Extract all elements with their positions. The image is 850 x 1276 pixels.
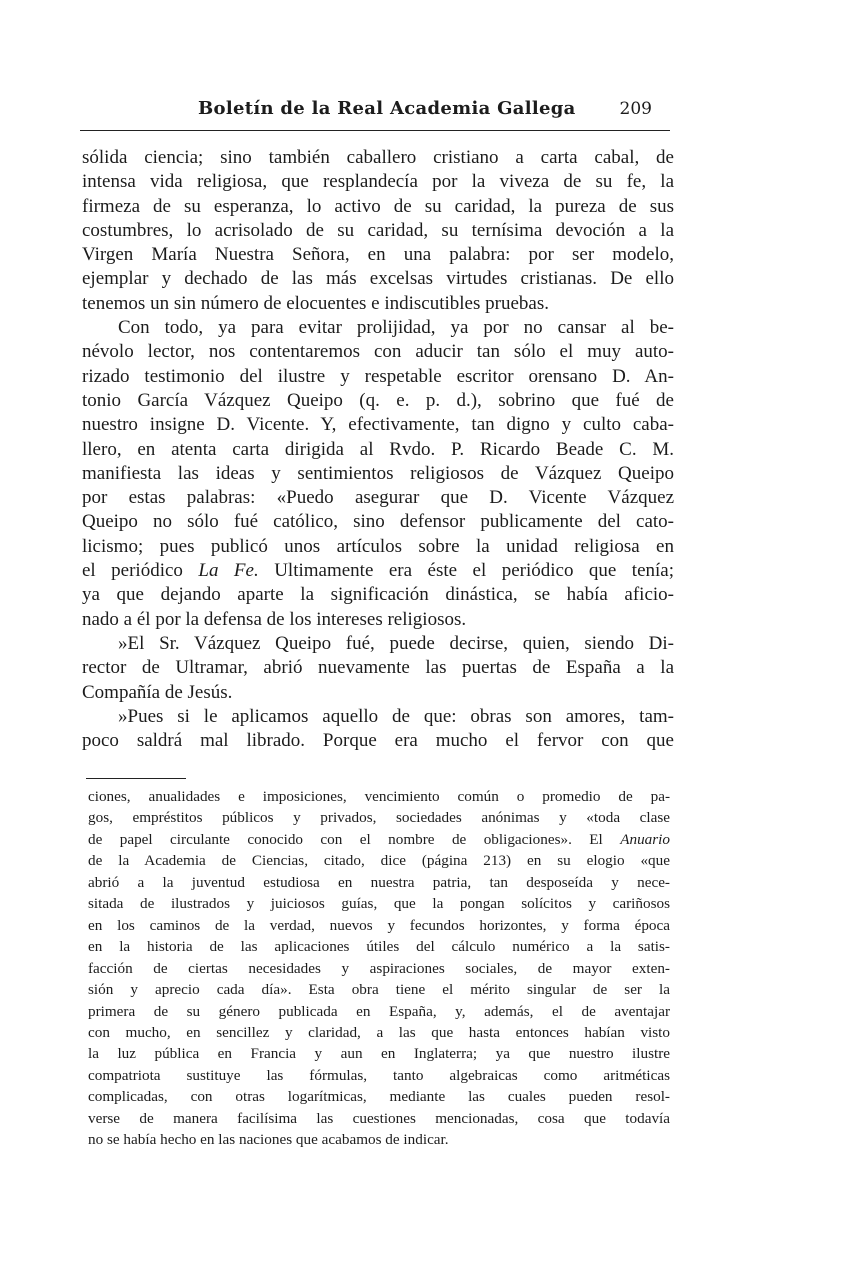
footnote-line: con mucho, en sencillez y claridad, a las que hasta entonces habían visto — [88, 1023, 670, 1041]
journal-title: Boletín de la Real Academia Gallega — [198, 98, 576, 119]
text-line: nado a él por la defensa de los intereses religiosos. — [82, 608, 467, 630]
text-line: tonio García Vázquez Queipo (q. e. p. d.), sobrino que fué de — [82, 389, 674, 411]
footnote-line: en los caminos de la verdad, nuevos y fecundos horizontes, y forma época — [88, 916, 670, 934]
footnote-line: verse de manera facilísima las cuestiones mencionadas, cosa que todavía — [88, 1109, 670, 1127]
text-line: rizado testimonio del ilustre y respetable escritor orensano D. An- — [82, 365, 674, 387]
text-line: Compañía de Jesús. — [82, 681, 233, 703]
footnote-line: abrió a la juventud estudiosa en nuestra patria, tan desposeída y nece- — [88, 873, 670, 891]
text-line: Con todo, ya para evitar prolijidad, ya por no cansar al be- — [118, 317, 674, 339]
text-line: nuestro insigne D. Vicente. Y, efectivamente, tan digno y culto caba- — [82, 414, 674, 436]
text-line — [82, 559, 674, 583]
footnote-line: gos, empréstitos públicos y privados, sociedades anónimas y «toda clase — [88, 809, 670, 827]
text-line: intensa vida religiosa, que resplandecía por la viveza de su fe, la — [82, 171, 674, 193]
text-line: rector de Ultramar, abrió nuevamente las puertas de España a la — [82, 657, 674, 679]
text-line: ejemplar y dechado de las más excelsas virtudes cristianas. De ello — [82, 268, 674, 290]
text-line: licismo; pues publicó unos artículos sobre la unidad religiosa en — [82, 535, 674, 557]
footnote — [88, 786, 670, 1151]
text-line: llero, en atenta carta dirigida al Rvdo. P. Ricardo Beade C. M. — [82, 438, 674, 460]
text-line: por estas palabras: «Puedo asegurar que D. Vicente Vázquez — [82, 487, 674, 509]
text-line: tenemos un sin número de elocuentes e indiscutibles pruebas. — [82, 292, 549, 314]
text-line: manifiesta las ideas y sentimientos religiosos de Vázquez Queipo — [82, 462, 674, 484]
page-number: 209 — [619, 99, 652, 119]
text-line: poco saldrá mal librado. Porque era mucho el fervor con que — [82, 730, 674, 752]
text-line: costumbres, lo acrisolado de su caridad, su ternísima devoción a la — [82, 219, 674, 241]
text-fragment: de papel circulante conocido con el nombre de obligaciones». El — [88, 830, 603, 848]
text-line: névolo lector, nos contentaremos con aducir tan sólo el muy auto- — [82, 341, 674, 363]
footnote-line: sión y aprecio cada día». Esta obra tiene el mérito singular de ser la — [88, 981, 670, 999]
footnote-line: no se había hecho en las naciones que acabamos de indicar. — [88, 1131, 449, 1149]
footnote-line: ciones, anualidades e imposiciones, vencimiento común o promedio de pa- — [88, 788, 670, 805]
text-line: sólida ciencia; sino también caballero cristiano a carta cabal, de — [82, 147, 674, 168]
footnote-line: facción de ciertas necesidades y aspiraciones sociales, de mayor exten- — [88, 959, 670, 977]
footnote-rule — [86, 778, 186, 779]
footnote-line: primera de su género publicada en España, y, además, el de aventajar — [88, 1002, 670, 1020]
footnote-line: sitada de ilustrados y juiciosos guías, que la pongan solícitos y cariñosos — [88, 895, 670, 913]
text-fragment: el periódico — [82, 560, 183, 582]
newspaper-title: La Fe. — [198, 560, 259, 582]
header-rule — [80, 130, 670, 131]
cited-work-title: Anuario — [620, 830, 670, 848]
footnote-line: en la historia de las aplicaciones útiles del cálculo numérico a la satis- — [88, 938, 670, 956]
footnote-line: de la Academia de Ciencias, citado, dice (página 213) en su elogio «que — [88, 852, 670, 870]
text-fragment: Ultimamente era éste el periódico que tenía; — [274, 560, 675, 582]
text-line: »El Sr. Vázquez Queipo fué, puede decirse, quien, siendo Di- — [118, 632, 674, 654]
footnote-line — [88, 829, 670, 850]
text-line: »Pues si le aplicamos aquello de que: obras son amores, tam- — [118, 705, 674, 727]
text-line: Virgen María Nuestra Señora, en una palabra: por ser modelo, — [82, 244, 674, 266]
running-header — [80, 96, 670, 128]
footnote-line: complicadas, con otras logarítmicas, mediante las cuales pueden resol- — [88, 1088, 670, 1106]
text-line: firmeza de su esperanza, lo activo de su caridad, la pureza de sus — [82, 195, 674, 217]
text-line: Queipo no sólo fué católico, sino defensor publicamente del cato- — [82, 511, 674, 533]
text-line: ya que dejando aparte la significación dinástica, se había aficio- — [82, 584, 674, 606]
footnote-line: compatriota sustituye las fórmulas, tanto algebraicas como aritméticas — [88, 1066, 670, 1084]
footnote-line: la luz pública en Francia y aun en Inglaterra; ya que nuestro ilustre — [88, 1045, 670, 1063]
main-text — [82, 146, 674, 753]
